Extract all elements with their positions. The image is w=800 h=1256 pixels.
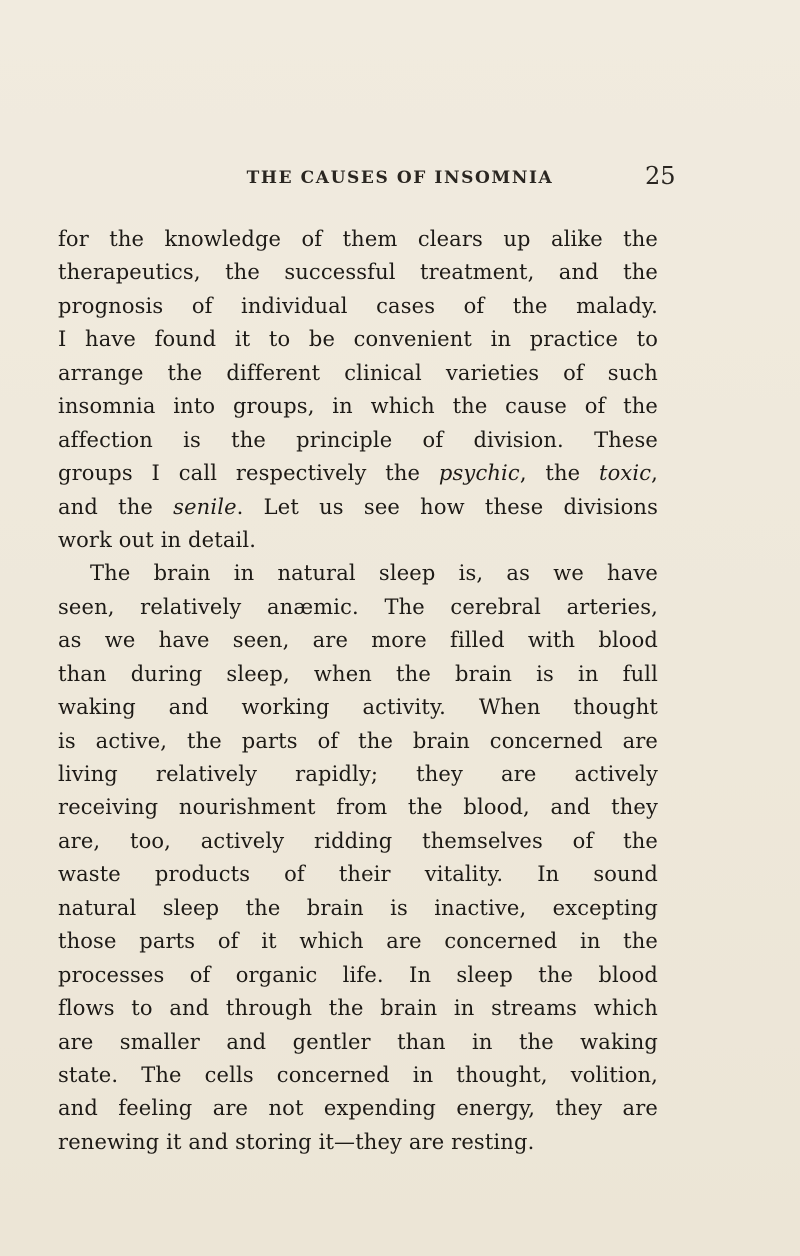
- italic-term-toxic: toxic: [599, 461, 652, 486]
- text-line: those parts of it which are concerned in the: [58, 929, 658, 954]
- text-line: seen, relatively anæmic. The cerebral arteries,: [58, 594, 658, 619]
- text-line: I have found it to be convenient in practice to: [58, 327, 658, 352]
- text-segment: . Let us see how these divisions: [236, 494, 658, 519]
- text-line: receiving nourishment from the blood, and they: [58, 795, 658, 820]
- text-line: affection is the principle of division. These: [58, 427, 658, 452]
- text-line: as we have seen, are more filled with blood: [58, 628, 658, 653]
- text-line: waste products of their vitality. In sound: [58, 862, 658, 887]
- text-line: therapeutics, the successful treatment, and the: [58, 260, 658, 285]
- text-line: for the knowledge of them clears up alike the: [58, 227, 658, 251]
- text-segment: and the: [58, 494, 174, 519]
- text-line: state. The cells concerned in thought, volition,: [58, 1062, 658, 1087]
- text-line: [58, 457, 658, 490]
- text-segment: groups I call respectively the: [58, 461, 439, 486]
- text-line: is active, the parts of the brain concerned are: [58, 728, 658, 753]
- text-line: arrange the different clinical varieties of such: [58, 360, 658, 385]
- text-segment: , the: [519, 461, 600, 486]
- text-line: prognosis of individual cases of the malady.: [58, 293, 658, 318]
- text-line: are smaller and gentler than in the waking: [58, 1029, 658, 1054]
- text-line: natural sleep the brain is inactive, excepting: [58, 895, 658, 920]
- text-line: insomnia into groups, in which the cause of the: [58, 394, 658, 419]
- text-line: waking and working activity. When thought: [58, 695, 658, 720]
- running-title: THE CAUSES OF INSOMNIA: [246, 168, 554, 188]
- text-line: are, too, actively ridding themselves of the: [58, 828, 658, 853]
- running-head: [0, 162, 800, 192]
- text-line: work out in detail.: [58, 527, 257, 552]
- text-line: renewing it and storing it—they are resting.: [58, 1129, 535, 1154]
- italic-term-psychic: psychic: [438, 461, 520, 486]
- text-line: and feeling are not expending energy, they are: [58, 1096, 658, 1121]
- text-line: The brain in natural sleep is, as we have: [90, 561, 658, 586]
- text-line: processes of organic life. In sleep the blood: [58, 962, 658, 987]
- text-line: living relatively rapidly; they are actively: [58, 762, 658, 786]
- italic-term-senile: senile: [173, 494, 237, 519]
- text-line: flows to and through the brain in streams which: [58, 996, 658, 1021]
- body-text: [58, 223, 658, 1159]
- text-segment: ,: [651, 461, 658, 486]
- text-line: than during sleep, when the brain is in full: [58, 661, 658, 686]
- page-number: 25: [645, 162, 676, 190]
- text-line: [58, 491, 658, 524]
